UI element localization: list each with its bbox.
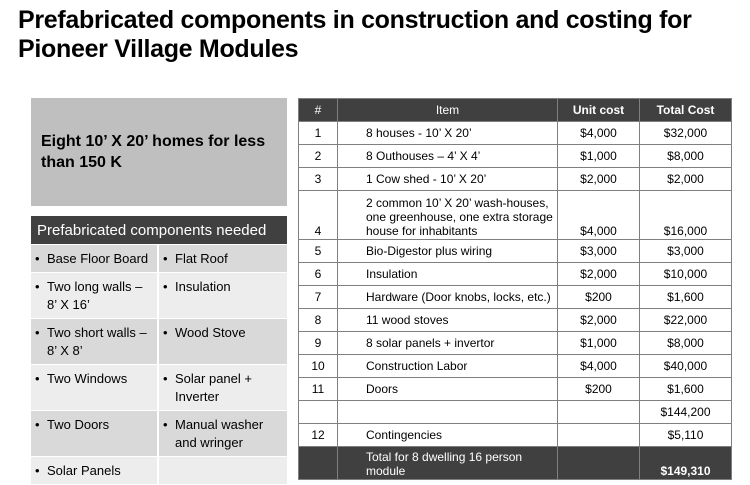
cost-table: [298, 98, 732, 480]
total-num: [299, 447, 338, 480]
row-total-cost: $3,000: [640, 240, 732, 263]
row-unit-cost: $200: [558, 378, 640, 401]
row-number: 6: [299, 263, 338, 286]
cost-row: [299, 424, 732, 447]
row-item: 8 solar panels + invertor: [338, 332, 558, 355]
row-unit-cost: [558, 424, 640, 447]
bullet-icon: •: [35, 251, 40, 266]
row-total-cost: $8,000: [640, 332, 732, 355]
row-item: 11 wood stoves: [338, 309, 558, 332]
cost-row: [299, 122, 732, 145]
component-label: Two Doors: [47, 417, 110, 432]
row-item: Construction Labor: [338, 355, 558, 378]
component-label: Solar panel + Inverter: [175, 371, 252, 404]
row-unit-cost: $1,000: [558, 332, 640, 355]
row-item: Hardware (Door knobs, locks, etc.): [338, 286, 558, 309]
bullet-icon: •: [35, 371, 40, 386]
total-row: [299, 447, 732, 480]
row-item: 2 common 10’ X 20’ wash-houses, one greenhouse, one extra storage house for inhabitants: [338, 191, 558, 240]
row-total-cost: $1,600: [640, 378, 732, 401]
component-cell: [158, 411, 287, 457]
bullet-icon: •: [35, 279, 40, 294]
row-item: Insulation: [338, 263, 558, 286]
component-label: Base Floor Board: [47, 251, 149, 266]
row-total-cost: $22,000: [640, 309, 732, 332]
row-unit-cost: $2,000: [558, 263, 640, 286]
component-cell: [31, 457, 158, 485]
bullet-icon: •: [35, 325, 40, 340]
component-cell: [31, 273, 158, 319]
component-cell: [31, 365, 158, 411]
row-total-cost: $16,000: [640, 191, 732, 240]
cost-row: [299, 168, 732, 191]
cost-row: [299, 145, 732, 168]
component-cell: [158, 273, 287, 319]
cost-row: [299, 378, 732, 401]
component-cell: [31, 319, 158, 365]
total-label: Total for 8 dwelling 16 person module: [338, 447, 558, 480]
row-unit-cost: $1,000: [558, 145, 640, 168]
components-header-row: [31, 216, 287, 245]
row-total-cost: $8,000: [640, 145, 732, 168]
row-number: 10: [299, 355, 338, 378]
component-cell: [158, 365, 287, 411]
row-total-cost: $2,000: [640, 168, 732, 191]
header-total-cost: Total Cost: [640, 99, 732, 122]
components-table: [31, 216, 287, 484]
cost-header-row: [299, 99, 732, 122]
row-item: 8 Outhouses – 4’ X 4’: [338, 145, 558, 168]
component-row: [31, 457, 287, 485]
component-label: Two long walls – 8’ X 16’: [47, 279, 143, 312]
header-item: Item: [338, 99, 558, 122]
bullet-icon: •: [35, 417, 40, 432]
header-num: #: [299, 99, 338, 122]
row-total-cost: $5,110: [640, 424, 732, 447]
bullet-icon: •: [163, 279, 168, 294]
row-unit-cost: $3,000: [558, 240, 640, 263]
bullet-icon: •: [35, 463, 40, 478]
summary-text: Eight 10’ X 20’ homes for less than 150 K: [41, 133, 266, 171]
bullet-icon: •: [163, 371, 168, 386]
row-unit-cost: $4,000: [558, 355, 640, 378]
component-cell: [31, 245, 158, 273]
row-unit-cost: $200: [558, 286, 640, 309]
row-item: [338, 401, 558, 424]
cost-row: [299, 355, 732, 378]
row-unit-cost: $2,000: [558, 309, 640, 332]
row-total-cost: $1,600: [640, 286, 732, 309]
component-label: Two Windows: [47, 371, 128, 386]
row-item: Bio-Digestor plus wiring: [338, 240, 558, 263]
row-item: 8 houses - 10’ X 20’: [338, 122, 558, 145]
component-label: Solar Panels: [47, 463, 121, 478]
cost-row: [299, 309, 732, 332]
row-number: 8: [299, 309, 338, 332]
component-row: [31, 365, 287, 411]
page-title: Prefabricated components in construction and costing for Pioneer Village Modules: [18, 6, 692, 63]
component-cell: [158, 457, 287, 485]
row-number: 11: [299, 378, 338, 401]
row-number: 5: [299, 240, 338, 263]
row-total-cost: $144,200: [640, 401, 732, 424]
row-number: 2: [299, 145, 338, 168]
row-total-cost: $40,000: [640, 355, 732, 378]
cost-row: [299, 332, 732, 355]
row-total-cost: $32,000: [640, 122, 732, 145]
row-number: 1: [299, 122, 338, 145]
cost-row: [299, 263, 732, 286]
row-item: 1 Cow shed - 10’ X 20’: [338, 168, 558, 191]
cost-row: [299, 240, 732, 263]
row-number: 4: [299, 191, 338, 240]
row-number: 9: [299, 332, 338, 355]
component-label: Insulation: [175, 279, 231, 294]
total-unit: [558, 447, 640, 480]
row-number: [299, 401, 338, 424]
row-item: Contingencies: [338, 424, 558, 447]
component-label: Flat Roof: [175, 251, 228, 266]
component-cell: [158, 245, 287, 273]
cost-row: [299, 191, 732, 240]
row-number: 7: [299, 286, 338, 309]
row-unit-cost: $4,000: [558, 122, 640, 145]
cost-row: [299, 401, 732, 424]
component-row: [31, 319, 287, 365]
row-number: 12: [299, 424, 338, 447]
component-row: [31, 273, 287, 319]
row-number: 3: [299, 168, 338, 191]
component-label: Two short walls – 8’ X 8’: [47, 325, 147, 358]
component-label: Wood Stove: [175, 325, 246, 340]
summary-box: [31, 98, 287, 206]
bullet-icon: •: [163, 251, 168, 266]
header-unit-cost: Unit cost: [558, 99, 640, 122]
component-row: [31, 411, 287, 457]
grand-total: $149,310: [640, 447, 732, 480]
component-cell: [158, 319, 287, 365]
row-unit-cost: [558, 401, 640, 424]
component-cell: [31, 411, 158, 457]
components-header: Prefabricated components needed: [31, 216, 287, 245]
row-total-cost: $10,000: [640, 263, 732, 286]
row-unit-cost: $4,000: [558, 191, 640, 240]
row-unit-cost: $2,000: [558, 168, 640, 191]
bullet-icon: •: [163, 417, 168, 432]
cost-row: [299, 286, 732, 309]
bullet-icon: •: [163, 325, 168, 340]
row-item: Doors: [338, 378, 558, 401]
component-label: Manual washer and wringer: [175, 417, 264, 450]
component-row: [31, 245, 287, 273]
